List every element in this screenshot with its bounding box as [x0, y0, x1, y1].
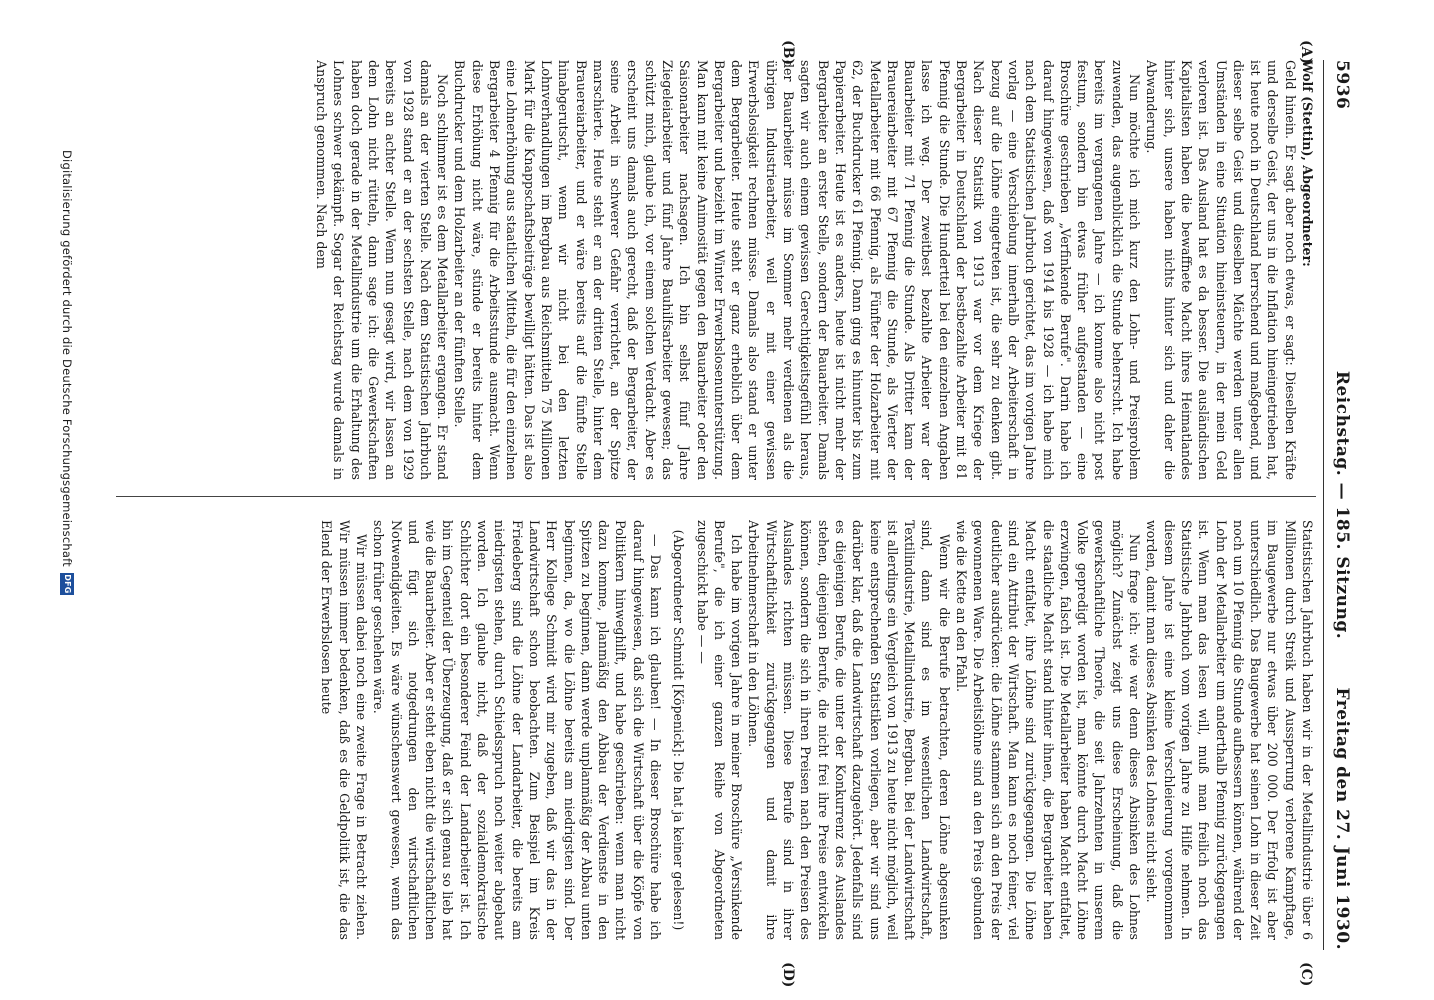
paragraph: Ich habe im vorigen Jahre in meiner Broschüre „Versinkende Berufe", die ich einer ganzen Reihe von Abgeordneten zugeschickt habe — —	[694, 520, 745, 940]
page-number: 5936	[1332, 60, 1352, 110]
interjection: (Abgeordneter Schmidt [Köpenick]: Die hat ja keiner gelesen!)	[671, 529, 687, 931]
session-date: Freitag den 27. Juni 1930.	[1332, 687, 1352, 950]
margin-marker-a: (A)	[1298, 40, 1314, 65]
column-divider	[116, 496, 1316, 497]
margin-marker-b: (B)	[780, 40, 796, 66]
paragraph: Geld hinein. Er sagt aber noch etwas, er sagt: Dieselben Kräfte und derselbe Geist, der uns in die Inflation hineingetrieben hat, ist heute noch in Deutschland herrschend und maßgebend, und dieser selbe Geist und dieselben Mächte werden unter allen Umständen in eine Situation hineinsteuern, in der mein Geld verloren ist. Das Ausland hat es da besser. Die ausländischen Kapitalisten haben die bewaffnete Macht ihres Heimatlandes hinter sich, unsere haben nichts hinter sich und daher die Abwanderung.	[1144, 60, 1298, 480]
paragraph: Nun frage ich: wie war denn dieses Absinken des Lohnes möglich? Zunächst zeigt uns diese Erscheinung, daß die gewerkschaftliche Theorie, die seit Jahrzehnten in unserem Volke gepredigt worden ist, man könnte durch Macht Löhne erzwingen, falsch ist. Die Metallarbeiter haben Macht entfaltet, die staatliche Macht stand hinter ihnen, die Bergarbeiter haben Macht entfaltet, ihre Löhne sind zurückgegangen. Die Löhne sind ein Attribut der Wirtschaft. Man kann es noch feiner, viel deutlicher ausdrücken: die Löhne stammen sich an den Preis der gewonnenen Ware. Die Arbeitslöhne sind an den Preis gebunden wie die Kette an den Pfahl.	[954, 520, 1143, 940]
left-column	[116, 60, 1316, 480]
page-header	[1326, 60, 1352, 950]
header-rule	[1323, 60, 1324, 950]
paragraph: Wenn wir die Berufe betrachten, deren Löhne abgesunken sind, dann sind es im wesentlichen Landwirtschaft, Textilindustrie, Metallindustrie, Bergbau. Bei der Landwirtschaft ist allerdings ein Vergleich von 1913 zu heute nicht möglich, weil keine entsprechenden Statistiken vorliegen, aber wir sind uns darüber klar, daß die Landwirtschaft dazugehört. Jedenfalls sind es diejenigen Berufe, die unter der Konkurrenz des Auslandes stehen, diejenigen Berufe, die nicht frei ihre Preise entwickeln können, sondern die sich in ihren Preisen nach den Preisen des Auslandes richten müssen. Diese Berufe sind in ihrer Wirtschaftlichkeit zurückgegangen und damit ihre Arbeitnehmerschaft in den Löhnen.	[746, 520, 952, 940]
paragraph: Noch schlimmer ist es dem Metallarbeiter ergangen. Er stand damals an der vierten Stelle. Nach dem Statistischen Jahrbuch von 1928 stand er an der sechsten Stelle, nach dem von 1929 bereits an achter Stelle. Wenn nun gesagt wird, wir lassen an dem Lohn nicht rütteln, dann sage ich: die Gewerkschaften haben doch gerade in der Metallindustrie um die Erhaltung des Lohnes schwer gekämpft. Sogar der Reichstag wurde damals in Anspruch genommen. Nach dem	[314, 60, 451, 480]
speaker-line: Wolf (Stettin), Abgeordneter:	[1300, 60, 1315, 267]
credit-text: Digitalisierung gefördert durch die Deutsche Forschungsgemeinschaft	[60, 150, 74, 567]
paragraph: Statistischen Jahrbuch haben wir in der Metallindustrie über 6 Millionen durch Streik und Aussperrung verlorene Kampftage, im Baugewerbe nur etwas über 200 000. Der Erfolg ist aber unterschiedlich. Das Baugewerbe hat seinen Lohn in dieser Zeit noch um 10 Pfennig die Stunde aufbessern können, während der Lohn der Metallarbeiter um anderthalb Pfennig zurückgegangen ist. Wenn man das lesen will, muß man freilich noch das Statistische Jahrbuch vom vorigen Jahre zu Hilfe nehmen. In diesem Jahre ist eine kleine Verschleierung vorgenommen worden, damit man dieses Absinken des Lohnes nicht sieht.	[1144, 520, 1315, 940]
paragraph: Wir müssen dabei noch eine zweite Frage in Betracht ziehen. Wir müssen immer bedenken, daß es die Geldpolitik ist, die das Elend der Erwerbslosen heute	[319, 520, 369, 940]
margin-marker-d: (D)	[780, 962, 796, 988]
dfg-logo-icon: DFG	[60, 573, 74, 595]
digitization-credit	[60, 150, 74, 850]
right-column	[116, 520, 1316, 940]
paragraph: Nun möchte ich mich kurz den Lohn- und Preisproblem zuwenden, das augenblicklich die Stunde beherrscht. Ich habe bereits im vergangenen Jahre — ich komme also nicht post festum, sondern bin etwas früher aufgestanden — eine Broschüre geschrieben „Verfinkende Berufe". Darin habe ich darauf hingewiesen, daß von 1914 bis 1928 — ich habe mich nach dem Statistischen Jahrbuch gerichtet, das im vorigen Jahre vorlag — eine Verschiebung innerhalb der Arbeiterschaft in bezug auf die Löhne eingetreten ist, die sehr zu denken gibt. Nach dieser Statistik von 1913 war vor dem Kriege der Bergarbeiter in Deutschland der bestbezahlte Arbeiter mit 81 Pfennig die Stunde. Die Hundertteil bei den einzelnen Angaben lasse ich weg. Der zweitbest bezahlte Arbeiter war der Bauarbeiter mit 71 Pfennig die Stunde. Als Dritter kam der Brauereiarbeiter mit 67 Pfennig die Stunde, als Vierter der Metallarbeiter mit 66 Pfennig, als Fünfter der Holzarbeiter mit 62, der Buchdrucker 61 Pfennig. Dann ging es hinunter bis zum Papierarbeiter. Heute ist es anders, heute ist nicht mehr der Bergarbeiter an erster Stelle, sondern der Bauarbeiter. Damals sagten wir auch einem gewissen Gerechtigkeitsgefühl heraus, der Bauarbeiter müsse im Sommer mehr verdienen als die übrigen Industriearbeiter, weil er mit einer gewissen Erwerbslosigkeit rechnen müsse. Damals also stand er unter dem Bergarbeiter. Heute steht er ganz erheblich über dem Bergarbeiter und bezieht im Winter Erwerbslosenunterstützung. Man kann mit keine Animosität gegen den Bauarbeiter oder den Saisonarbeiter nachsagen. Ich bin selbst fünf Jahre Ziegeleiarbeiter und fünf Jahre Bauhilfsarbeiter gewesen; das schützt mich, glaube ich, vor einem solchen Verdacht. Aber es erscheint uns damals auch gerecht, daß der Bergarbeiter, der seine Arbeit in schwerer Gefahr verrichtet, an der Spitze marschierte. Heute steht er an der dritten Stelle, hinter dem Brauereiarbeiter, und er wäre bereits auf die fünfte Stelle hinabgerutscht, wenn wir nicht bei den letzten Lohnverhandlungen im Bergbau aus Reichsmitteln 75 Millionen Mark für die Knappschaftsbeiträge bewilligt hätten. Das ist also eine Lohnerhöhung aus staatlichen Mitteln, die für den einzelnen Bergarbeiter 4 Pfennig für die Arbeitsstunde ausmacht. Wenn diese Erhöhung nicht wäre, stünde er bereits hinter dem Buchdrucker und dem Holzarbeiter an der fünften Stelle.	[452, 60, 1143, 480]
margin-marker-c: (C)	[1298, 962, 1314, 987]
running-title: Reichstag. — 185. Sitzung.	[1332, 370, 1352, 640]
paragraph: — Das kann ich glauben! — In dieser Broschüre habe ich darauf hingewiesen, daß sich die Wirtschaft über die Köpfe von Politikern hinweghilft, und habe geschrieben: wenn man nicht dazu komme, planmäßig den Abbau der Verdienste in den Spitzen zu beginnen, dann werde unplanmäßig der Abbau unten beginnen, da, wo die Löhne bereits am niedrigsten sind. Der Herr Kollege Schmidt wird mir zugeben, daß wir das in der Landwirtschaft schon beobachten. Zum Beispiel im Kreis Friedeberg sind die Löhne der Landarbeiter, die bereits am niedrigsten stehen, durch Schiedsspruch noch weiter abgebaut worden. Ich glaube nicht, daß der sozialdemokratische Schlichter dort ein besonderer Feind der Landarbeiter ist. Ich bin im Gegenteil der Überzeugung, daß er sich genau so lieb hat wie die Bauarbeiter. Aber er steht eben nicht die wirtschaftlichen und fügt sich notgedrungen den wirtschaftlichen Notwendigkeiten. Es wäre wünschenswert gewesen, wenn das schon früher geschehen wäre.	[371, 520, 664, 940]
